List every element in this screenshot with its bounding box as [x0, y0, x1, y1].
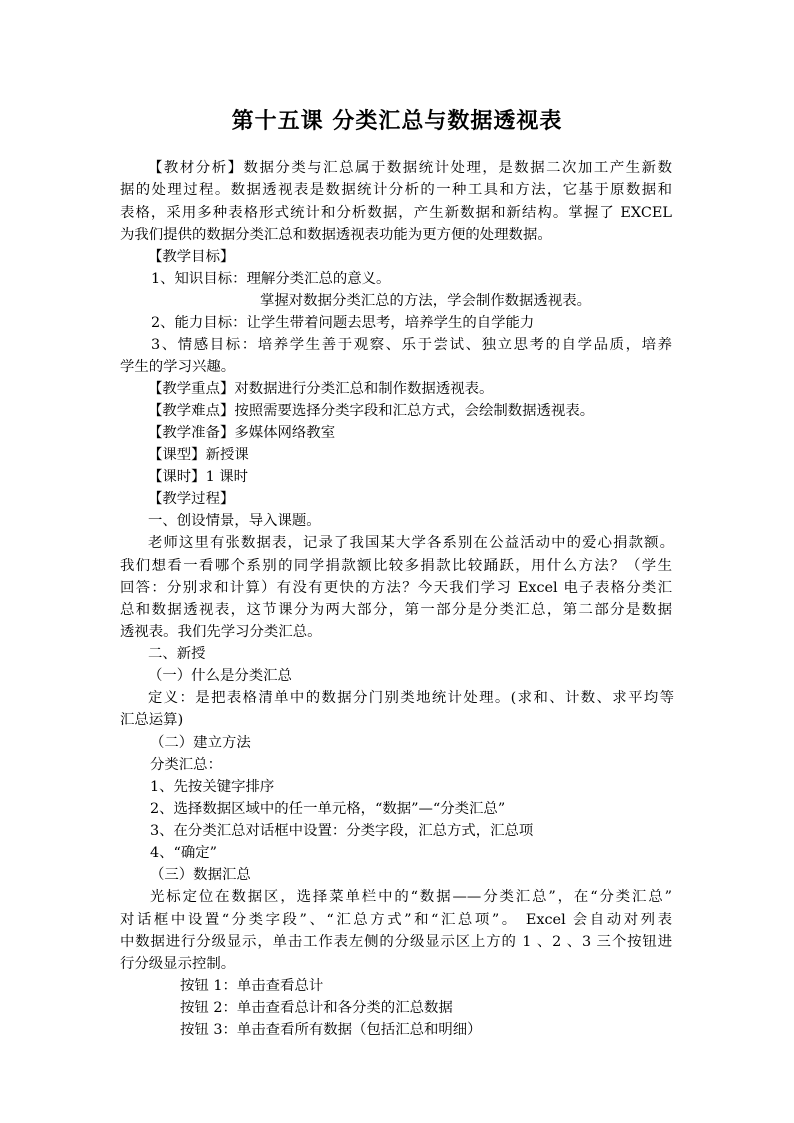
button-description: 按钮 3：单击查看所有数据（包括汇总和明细） — [180, 1022, 482, 1038]
method-step: 2、选择数据区域中的任一单元格，“数据”—“分类汇总” — [150, 801, 506, 817]
summary-line: 行分级显示控制。 — [120, 956, 236, 972]
intro-line: 我们想看一看哪个系别的同学捐款额比较多捐款比较踊跃，用什么方法？（学生 — [120, 558, 672, 574]
objective-knowledge: 1、知识目标：理解分类汇总的意义。 — [151, 271, 391, 287]
summary-line: 光标定位在数据区，选择菜单栏中的“数据——分类汇总”，在“分类汇总” — [150, 889, 672, 905]
step-two: 二、新授 — [148, 646, 206, 662]
section-what: （一）什么是分类汇总 — [148, 668, 292, 684]
analysis-line: 【教材分析】数据分类与汇总属于数据统计处理，是数据二次加工产生新数 — [148, 160, 672, 176]
preparation: 【教学准备】多媒体网络教室 — [148, 425, 336, 441]
step-one: 一、创设情景，导入课题。 — [148, 513, 321, 529]
difficulty: 【教学难点】按照需要选择分类字段和汇总方式，会绘制数据透视表。 — [148, 403, 595, 419]
objectives-header: 【教学目标】 — [148, 249, 235, 265]
objective-knowledge-cont: 掌握对数据分类汇总的方法，学会制作数据透视表。 — [260, 293, 591, 309]
summary-line: 对话框中设置“分类字段”、“汇总方式”和“汇总项”。 Excel 会自动对列表 — [120, 912, 672, 928]
definition-line: 定义：是把表格清单中的数据分门别类地统计处理。(求和、计数、求平均等 — [148, 690, 674, 706]
method-step: 4、“确定” — [150, 845, 218, 861]
intro-line: 透视表。我们先学习分类汇总。 — [120, 624, 322, 640]
intro-line: 老师这里有张数据表，记录了我国某大学各系别在公益活动中的爱心捐款额。 — [148, 535, 674, 551]
lesson-type: 【课型】新授课 — [148, 447, 249, 463]
objective-emotion-cont: 学生的学习兴趣。 — [120, 359, 236, 375]
process-header: 【教学过程】 — [148, 491, 235, 507]
method-step: 3、在分类汇总对话框中设置：分类字段，汇总方式，汇总项 — [150, 823, 534, 839]
section-summary: （三）数据汇总 — [150, 867, 251, 883]
button-description: 按钮 1：单击查看总计 — [180, 978, 324, 994]
intro-line: 总和数据透视表，这节课分为两大部分，第一部分是分类汇总，第二部分是数据 — [120, 602, 672, 618]
page-title: 第十五课 分类汇总与数据透视表 — [231, 108, 563, 134]
analysis-line: 表格，采用多种表格形式统计和分析数据，产生新数据和新结构。掌握了 EXCEL — [120, 205, 672, 221]
objective-emotion: 3、情感目标：培养学生善于观察、乐于尝试、独立思考的自学品质，培养 — [151, 337, 672, 353]
key-point: 【教学重点】对数据进行分类汇总和制作数据透视表。 — [148, 381, 494, 397]
definition-line: 汇总运算) — [120, 712, 184, 728]
section-method: （二）建立方法 — [150, 735, 251, 751]
intro-line: 回答：分别求和计算）有没有更快的方法？今天我们学习 Excel 电子表格分类汇 — [120, 580, 672, 596]
button-description: 按钮 2：单击查看总计和各分类的汇总数据 — [180, 1000, 453, 1016]
objective-ability: 2、能力目标：让学生带着问题去思考，培养学生的自学能力 — [151, 315, 535, 331]
analysis-line: 为我们提供的数据分类汇总和数据透视表功能为更方便的处理数据。 — [120, 227, 552, 243]
method-header: 分类汇总： — [150, 757, 222, 773]
method-step: 1、先按关键字排序 — [150, 779, 275, 795]
lesson-duration: 【课时】1 课时 — [148, 469, 249, 485]
analysis-line: 据的处理过程。数据透视表是数据统计分析的一种工具和方法，它基于原数据和 — [120, 182, 672, 198]
summary-line: 中数据进行分级显示，单击工作表左侧的分级显示区上方的 1 、2 、3 三个按钮进 — [120, 934, 672, 950]
